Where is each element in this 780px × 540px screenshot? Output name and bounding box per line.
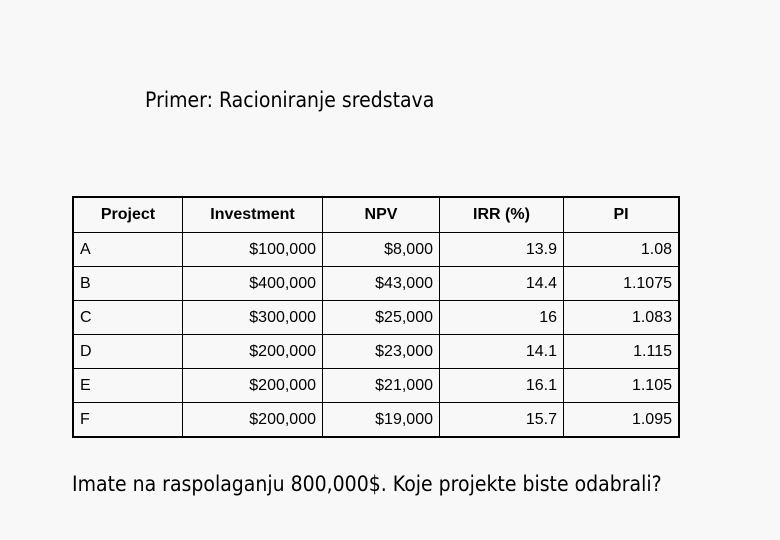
cell-pi: 1.095 <box>564 403 680 438</box>
cell-project: C <box>73 301 183 335</box>
cell-npv: $25,000 <box>323 301 440 335</box>
page-title: Primer: Racioniranje sredstava <box>145 88 435 112</box>
table-row <box>73 335 679 369</box>
cell-investment: $200,000 <box>183 335 323 369</box>
table-row <box>73 267 679 301</box>
cell-npv: $8,000 <box>323 233 440 267</box>
cell-npv: $19,000 <box>323 403 440 438</box>
cell-pi: 1.115 <box>564 335 680 369</box>
cell-irr: 13.9 <box>440 233 564 267</box>
cell-npv: $23,000 <box>323 335 440 369</box>
header-irr: IRR (%) <box>440 197 564 233</box>
cell-investment: $200,000 <box>183 369 323 403</box>
cell-project: E <box>73 369 183 403</box>
cell-irr: 15.7 <box>440 403 564 438</box>
cell-project: B <box>73 267 183 301</box>
cell-npv: $21,000 <box>323 369 440 403</box>
cell-npv: $43,000 <box>323 267 440 301</box>
cell-investment: $100,000 <box>183 233 323 267</box>
table-row <box>73 301 679 335</box>
cell-pi: 1.105 <box>564 369 680 403</box>
cell-irr: 16.1 <box>440 369 564 403</box>
cell-irr: 14.4 <box>440 267 564 301</box>
header-pi: PI <box>564 197 680 233</box>
cell-irr: 14.1 <box>440 335 564 369</box>
cell-project: A <box>73 233 183 267</box>
header-project: Project <box>73 197 183 233</box>
cell-project: D <box>73 335 183 369</box>
table-header-row <box>73 197 679 233</box>
cell-pi: 1.08 <box>564 233 680 267</box>
cell-investment: $200,000 <box>183 403 323 438</box>
cell-investment: $300,000 <box>183 301 323 335</box>
cell-investment: $400,000 <box>183 267 323 301</box>
project-table <box>72 196 680 438</box>
cell-irr: 16 <box>440 301 564 335</box>
table-row <box>73 233 679 267</box>
project-table-container <box>72 196 680 438</box>
cell-pi: 1.083 <box>564 301 680 335</box>
table-row <box>73 403 679 438</box>
header-investment: Investment <box>183 197 323 233</box>
question-text: Imate na raspolaganju 800,000$. Koje projekte biste odabrali? <box>72 472 662 496</box>
cell-project: F <box>73 403 183 438</box>
header-npv: NPV <box>323 197 440 233</box>
cell-pi: 1.1075 <box>564 267 680 301</box>
table-row <box>73 369 679 403</box>
